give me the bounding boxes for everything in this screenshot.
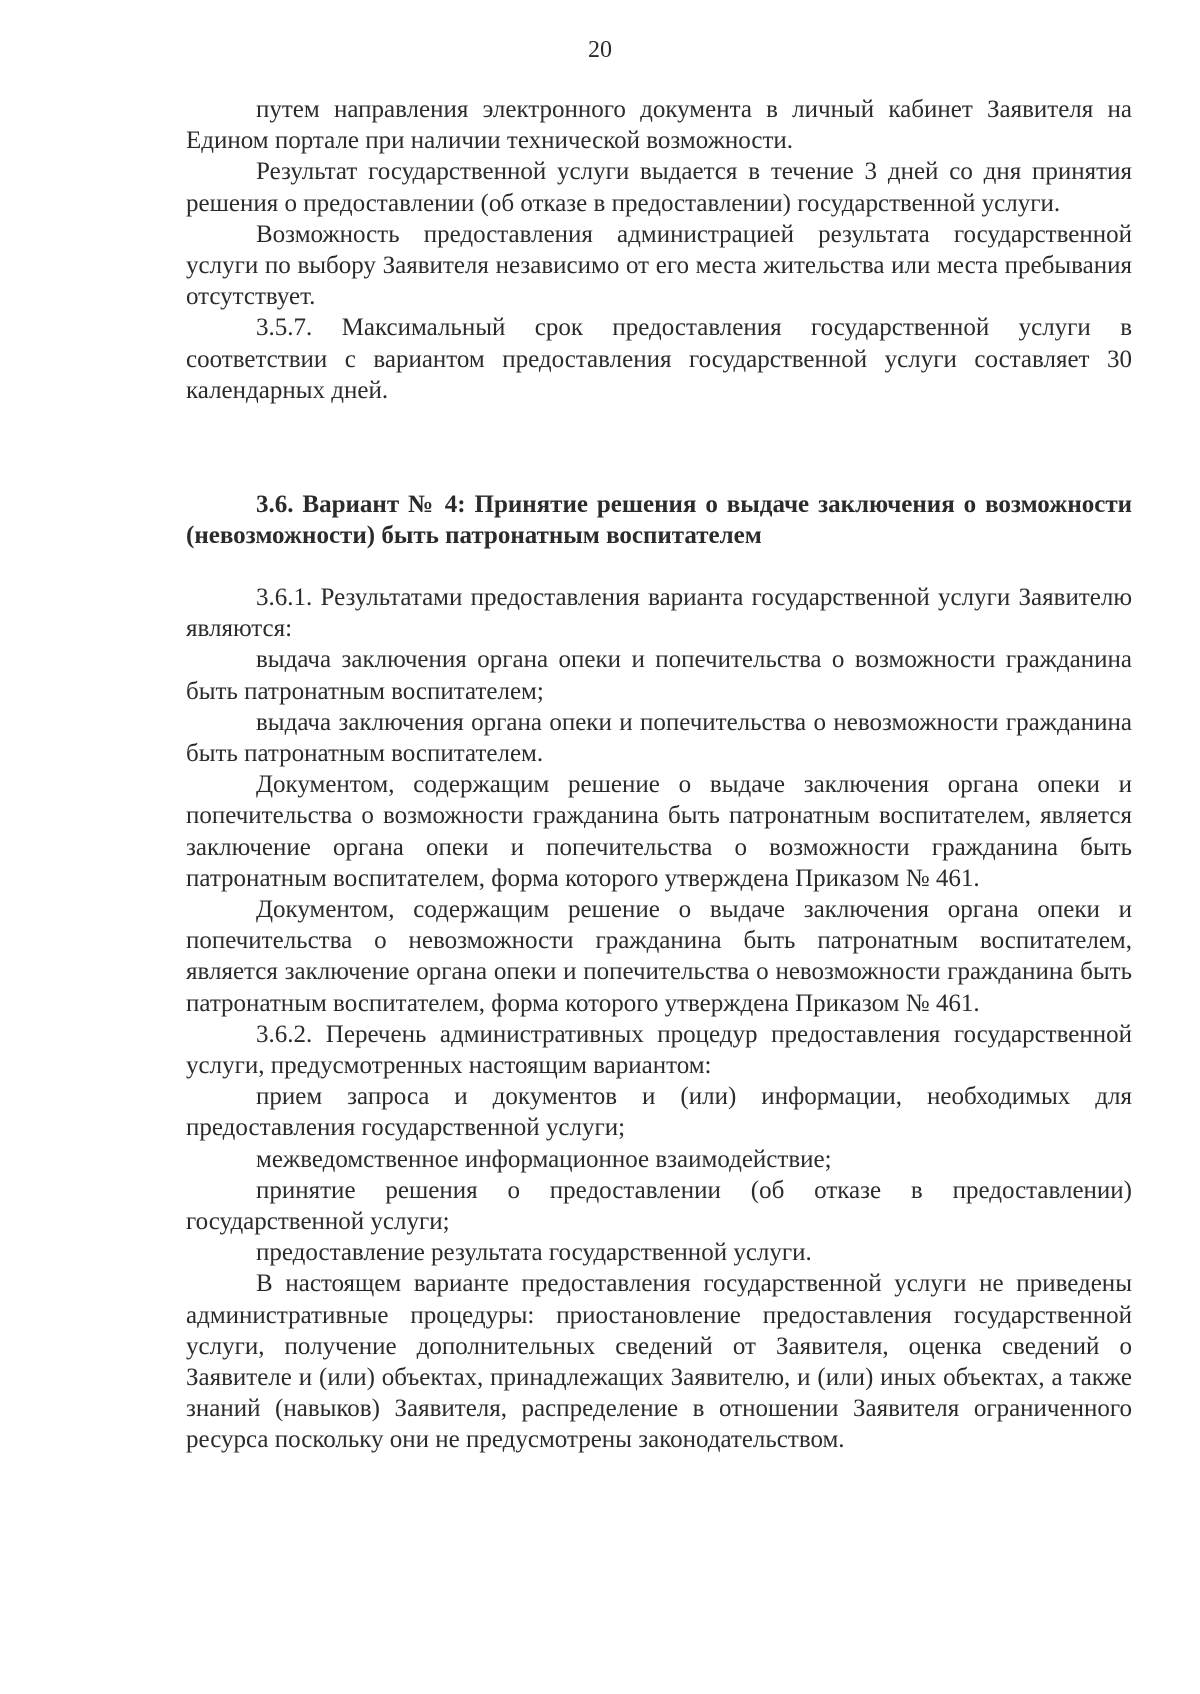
list-item-procedure-interagency: межведомственное информационное взаимодействие; bbox=[256, 1145, 832, 1173]
paragraph-3-6-1: 3.6.1. Результатами предоставления варианта государственной услуги Заявителю являются: bbox=[186, 584, 1132, 643]
list-item-procedure-decision: принятие решения о предоставлении (об отказе в предоставлении) государственной услуги; bbox=[186, 1176, 1132, 1236]
section-heading-block bbox=[186, 489, 1132, 551]
paragraph-3-5-7: 3.5.7. Максимальный срок предоставления государственной услуги в соответствии с вариантом предоставления государственной услуги составляет 30 календарных дней. bbox=[186, 314, 1132, 404]
section-heading-3-6: 3.6. Вариант № 4: Принятие решения о выдаче заключения о возможности (невозможности) быть патронатным воспитателем bbox=[186, 491, 1132, 550]
list-item-procedure-result: предоставление результата государственной услуги. bbox=[256, 1239, 812, 1267]
text-block-top bbox=[186, 94, 1132, 406]
list-item-result-impossible: выдача заключения органа опеки и попечительства о невозможности гражданина быть патронатным воспитателем. bbox=[186, 708, 1132, 768]
paragraph-result-timing: Результат государственной услуги выдается в течение 3 дней со дня принятия решения о предоставлении (об отказе в предоставлении) государственной услуги. bbox=[186, 158, 1132, 217]
list-item-procedure-request: прием запроса и документов и (или) информации, необходимых для предоставления государственной услуги; bbox=[186, 1083, 1132, 1142]
text-block-section-3-6 bbox=[186, 582, 1132, 1456]
paragraph-document-impossible: Документом, содержащим решение о выдаче заключения органа опеки и попечительства о невозможности гражданина быть патронатным воспитателем, является заключение органа опеки и попечительства о невозможности гражданина быть патронатным воспитателем, форма которого утверждена Приказом № 461. bbox=[186, 896, 1132, 1017]
paragraph-extraterritorial: Возможность предоставления администрацией результата государственной услуги по выбору Заявителя независимо от его места жительства или места пребывания отсутствует. bbox=[186, 220, 1132, 311]
paragraph-excluded-procedures: В настоящем варианте предоставления государственной услуги не приведены административные процедуры: приостановление предоставления государственной услуги, получение дополнительных сведений от Заявителя, оценка сведений о Заявителе и (или) объектах, принадлежащих Заявителю, и (или) иных объектах, а также знаний (навыков) Заявителя, распределение в отношении Заявителя ограниченного ресурса поскольку они не предусмотрены законодательством. bbox=[186, 1270, 1132, 1454]
paragraph-3-6-2: 3.6.2. Перечень административных процедур предоставления государственной услуги, предусмотренных настоящим вариантом: bbox=[186, 1020, 1132, 1080]
page-number: 20 bbox=[588, 37, 612, 63]
paragraph-document-possible: Документом, содержащим решение о выдаче заключения органа опеки и попечительства о возможности гражданина быть патронатным воспитателем, является заключение органа опеки и попечительства о возможности гражданина быть патронатным воспитателем, форма которого утверждена Приказом № 461. bbox=[186, 771, 1132, 892]
paragraph-continuation: путем направления электронного документа в личный кабинет Заявителя на Едином портале при наличии технической возможности. bbox=[186, 96, 1132, 155]
list-item-result-possible: выдача заключения органа опеки и попечительства о возможности гражданина быть патронатным воспитателем; bbox=[186, 646, 1132, 705]
